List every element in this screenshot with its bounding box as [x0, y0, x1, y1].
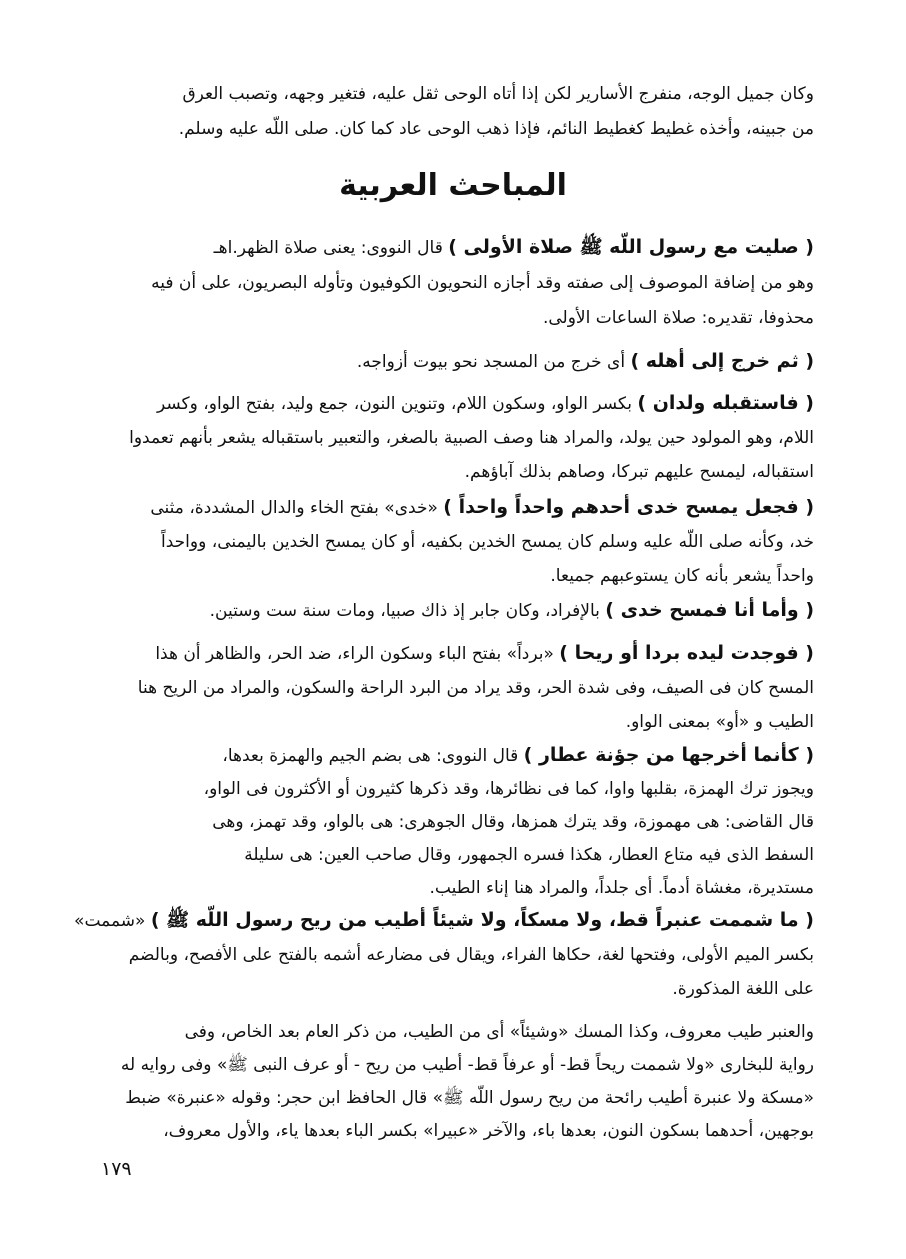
paragraph-first-line [92, 644, 814, 663]
paragraph-heading: ( ما شممت عنبراً قط، ولا مسكاً، ولا شيئاً أطيب من ريح رسول اللّه ﷺ ) [150, 909, 814, 931]
text-line: من جبينه، وأخذه غطيط كغطيط النائم، فإذا ذهب الوحى عاد كما كان. صلى اللّه عليه وسلم. [178, 119, 814, 139]
paragraph-first-line [92, 498, 814, 517]
paragraph-text: قال النووى: هى بضم الجيم والهمزة بعدها، [222, 746, 524, 766]
text-line: «مسكة ولا عنبرة أطيب رائحة من ريح رسول اللّه ﷺ» قال الحافظ ابن حجر: وقوله «عنبرة» ضبط [125, 1088, 814, 1108]
paragraph-bard [92, 644, 814, 731]
paragraph-text: بكسر الواو، وسكون اللام، وتنوين النون، جمع وليد، بفتح الواو، وكسر [157, 394, 638, 414]
paragraph-first-line [92, 746, 814, 765]
paragraph-khadd [92, 498, 814, 585]
paragraph-first-line [92, 238, 814, 257]
paragraph-text: أى خرج من المسجد نحو بيوت أزواجه. [356, 352, 631, 372]
paragraph-heading: ( وأما أنا فمسح خدى ) [605, 599, 814, 621]
text-line: رواية للبخارى «ولا شممت ريحاً قط- أو عرفاً قط- أطيب من ريح - أو عرف النبى ﷺ» وفى روايه له [120, 1055, 814, 1075]
paragraph-first-line [92, 601, 814, 620]
page-number: ١٧٩ [101, 1158, 132, 1180]
paragraph-text: بالإفراد، وكان جابر إذ ذاك صبيا، ومات سنة ست وستين. [209, 601, 606, 621]
paragraph-first-line [74, 909, 814, 931]
section-title: المباحث العربية [339, 168, 567, 203]
text-line: والعنبر طيب معروف، وكذا المسك «وشيئاً» أى من الطيب، من ذكر العام بعد الخاص، وفى [184, 1022, 814, 1042]
text-line: مستديرة، مغشاة أدماً. أى جلداً، والمراد هنا إناء الطيب. [429, 878, 814, 898]
text-line: بكسر الميم الأولى، وفتحها لغة، حكاها الفراء، ويقال فى مضارعه أشمه بالفتح على الأفصح، وبالضم [128, 945, 814, 965]
paragraph-heading: ( فجعل يمسح خدى أحدهم واحداً واحداً ) [443, 496, 814, 518]
paragraph-salat [92, 238, 814, 327]
text-line: الطيب و «أو» بمعنى الواو. [625, 712, 814, 732]
paragraph-first-line [92, 352, 814, 371]
intro-paragraph [92, 86, 814, 138]
paragraph-ana [92, 601, 814, 620]
paragraph-first-line [92, 394, 814, 413]
text-line: اللام، وهو المولود حين يولد، والمراد هنا وصف الصبية بالصغر، والتعبير باستقباله يشعر بأنهم تعمدوا [129, 428, 814, 448]
text-line: قال القاضى: هى مهموزة، وقد يترك همزها، وقال الجوهرى: هى بالواو، وقد تهمز، وهى [212, 812, 814, 832]
paragraph-text: قال النووى: يعنى صلاة الظهر.اهـ [213, 238, 449, 258]
text-line: استقباله، ليمسح عليهم تبركا، وصاهم بذلك آباؤهم. [464, 462, 814, 482]
text-line: بوجهين، أحدهما بسكون النون، بعدها باء، والآخر «عبيرا» بكسر الباء بعدها ياء، والأول معروف، [163, 1121, 814, 1141]
text-line: ويجوز ترك الهمزة، بقلبها واوا، كما فى نظائرها، وقد ذكرها كثيرون أو الأكثرون فى الواو، [203, 779, 814, 799]
text-line: السفط الذى فيه متاع العطار، هكذا فسره الجمهور، وقال صاحب العين: هى سليلة [244, 845, 814, 865]
text-line: وهو من إضافة الموصوف إلى صفته وقد أجازه النحويون الكوفيون وتأوله البصريون، على أن فيه [151, 273, 814, 293]
text-line: واحداً يشعر بأنه كان يستوعبهم جميعا. [550, 566, 814, 586]
paragraph-wildan [92, 394, 814, 481]
paragraph-heading: ( ثم خرج إلى أهله ) [630, 350, 814, 372]
paragraph-heading: ( فوجدت ليده بردا أو ريحا ) [559, 642, 814, 664]
paragraph-shamamtu [74, 909, 814, 999]
paragraph-khuruj [92, 352, 814, 371]
paragraph-text: «شممت» [74, 911, 151, 931]
text-line: على اللغة المذكورة. [672, 979, 814, 999]
paragraph-heading: ( صليت مع رسول اللّه ﷺ صلاة الأولى ) [448, 236, 814, 258]
text-line: وكان جميل الوجه، منفرج الأسارير لكن إذا أتاه الوحى ثقل عليه، فتغير وجهه، وتصبب العرق [182, 84, 814, 104]
text-line: محذوفا، تقديره: صلاة الساعات الأولى. [542, 308, 814, 328]
text-line: المسح كان فى الصيف، وفى شدة الحر، وقد يراد من البرد الراحة والسكون، والمراد من الريح هنا [137, 678, 814, 698]
paragraph-anbar [92, 1024, 814, 1140]
paragraph-ju-na [92, 746, 814, 897]
paragraph-heading: ( كأنما أخرجها من جؤنة عطار ) [523, 744, 814, 766]
paragraph-heading: ( فاستقبله ولدان ) [637, 392, 814, 414]
paragraph-text: «برداً» بفتح الباء وسكون الراء، ضد الحر، والظاهر أن هذا [155, 644, 560, 664]
paragraph-text: «خدى» بفتح الخاء والدال المشددة، مثنى [150, 498, 444, 518]
text-line: خد، وكأنه صلى اللّه عليه وسلم كان يمسح الخدين بكفيه، أو كان يمسح الخدين باليمنى، وواحداً [161, 532, 814, 552]
